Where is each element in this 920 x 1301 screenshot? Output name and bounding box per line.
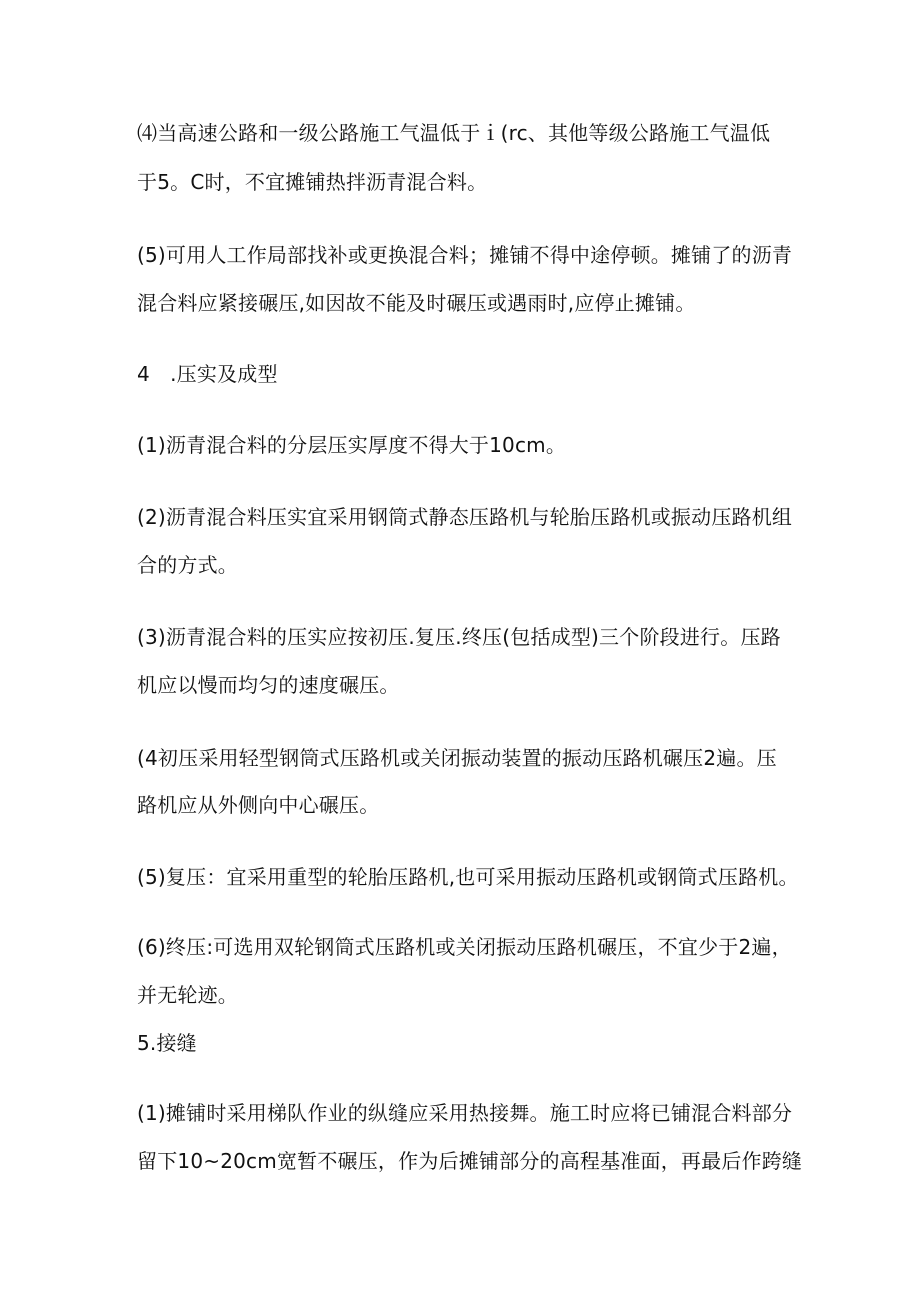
text-line: 机应以慢而均匀的速度碾压。 [137, 673, 400, 697]
text-line: (1)摊铺时采用梯队作业的纵缝应采用热接舞。施工时应将已铺混合料部分 [137, 1101, 793, 1125]
text-line: 合的方式。 [137, 553, 238, 577]
text-line: 混合料应紧接碾压,如因故不能及时碾压或遇雨时,应停止摊铺。 [137, 291, 696, 315]
text-line: 留下10~20cm宽暂不碾压，作为后摊铺部分的高程基准面，再最后作跨缝 [137, 1149, 803, 1173]
text-line: (1)沥青混合料的分层压实厚度不得大于10cm。 [137, 433, 567, 457]
text-line: 并无轮迹。 [137, 983, 238, 1007]
text-line: (2)沥青混合料压实宜采用钢筒式静态压路机与轮胎压路机或振动压路机组 [137, 505, 793, 529]
text-line: 于5。C时，不宜摊铺热拌沥青混合料。 [137, 170, 488, 194]
text-line: (4初压采用轻型钢筒式压路机或关闭振动装置的振动压路机碾压2遍。压 [137, 746, 777, 770]
text-line: ⑷当高速公路和一级公路施工气温低于ｉ(rc、其他等级公路施工气温低 [137, 121, 771, 145]
text-line: (6)终压:可选用双轮钢筒式压路机或关闭振动压路机碾压，不宜少于2遍， [137, 935, 792, 959]
text-line: (5)可用人工作局部找补或更换混合料；摊铺不得中途停顿。摊铺了的沥青 [137, 243, 793, 267]
section-heading: 5.接缝 [137, 1031, 197, 1055]
section-heading: 4 .压实及成型 [137, 362, 278, 386]
text-line: (3)沥青混合料的压实应按初压.复压.终压(包括成型)三个阶段进行。压路 [137, 625, 781, 649]
text-line: (5)复压：宜采用重型的轮胎压路机,也可采用振动压路机或钢筒式压路机。 [137, 865, 799, 889]
text-line: 路机应从外侧向中心碾压。 [137, 793, 380, 817]
